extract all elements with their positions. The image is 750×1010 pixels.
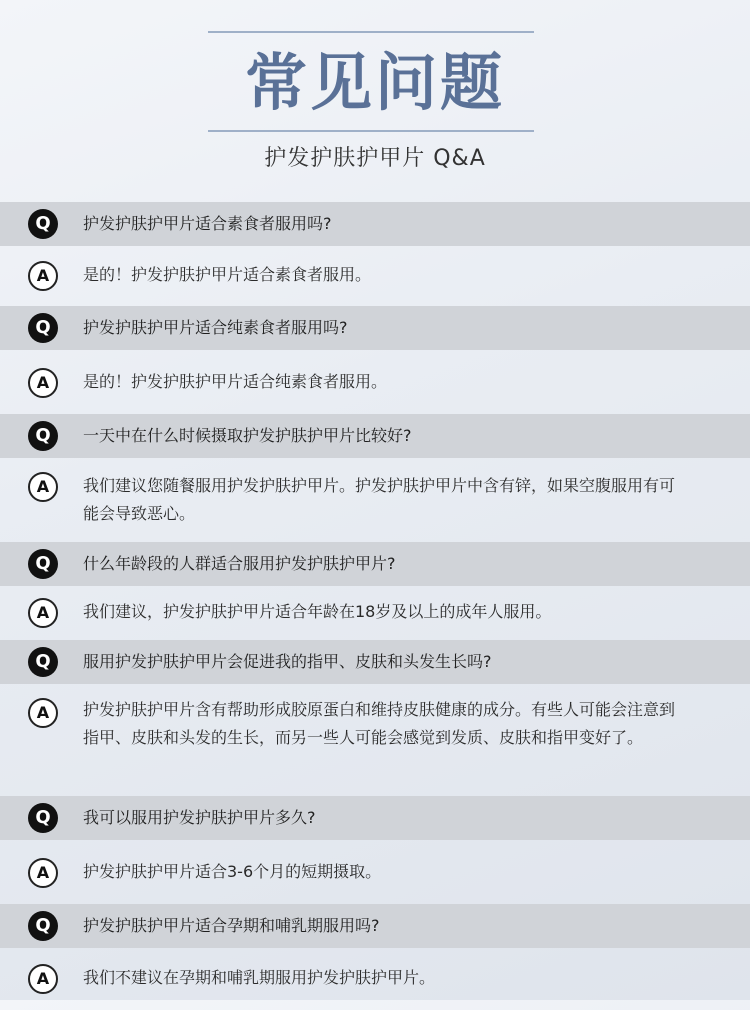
question-text: 护发护肤护甲片适合素食者服用吗? [83,214,332,233]
title-rule-bottom [208,130,534,132]
question-badge: Q [28,549,58,579]
question-badge: Q [28,313,58,343]
header [0,0,750,200]
question-row-7 [0,904,750,948]
question-badge: Q [28,421,58,451]
answer-text: 我们建议，护发护肤护甲片适合年龄在18岁及以上的成年人服用。 [83,602,552,621]
question-text: 护发护肤护甲片适合孕期和哺乳期服用吗? [83,916,380,935]
page-subtitle: 护发护肤护甲片 Q&A [264,146,486,171]
answer-text: 是的！护发护肤护甲片适合纯素食者服用。 [83,372,388,391]
faq-list [0,200,750,1010]
question-badge: Q [28,209,58,239]
answer-badge: A [28,261,58,291]
answer-text: 我们不建议在孕期和哺乳期服用护发护肤护甲片。 [83,968,436,987]
page-title: 常见问题 [244,46,505,119]
question-text: 什么年龄段的人群适合服用护发护肤护甲片? [83,554,396,573]
answer-row-3 [0,458,750,542]
answer-text: 护发护肤护甲片含有帮助形成胶原蛋白和维持皮肤健康的成分。有些人可能会注意到指甲、皮肤和头发的生长，而另一些人可能会感觉到发质、皮肤和指甲变好了。 [83,700,676,747]
answer-badge: A [28,858,58,888]
question-row-5 [0,640,750,684]
question-row-3 [0,414,750,458]
question-row-4 [0,542,750,586]
answer-row-1 [0,246,750,306]
question-row-6 [0,796,750,840]
question-row-2 [0,306,750,350]
question-text: 护发护肤护甲片适合纯素食者服用吗? [83,318,348,337]
question-text: 一天中在什么时候摄取护发护肤护甲片比较好? [83,426,412,445]
question-badge: Q [28,647,58,677]
answer-row-5 [0,684,750,796]
answer-row-7 [0,948,750,1010]
answer-text: 护发护肤护甲片适合3-6个月的短期摄取。 [83,862,382,881]
answer-text: 是的！护发护肤护甲片适合素食者服用。 [83,265,372,284]
question-row-1 [0,202,750,246]
answer-badge: A [28,368,58,398]
answer-badge: A [28,598,58,628]
answer-row-4 [0,586,750,640]
title-rule-top [208,31,534,33]
answer-row-6 [0,840,750,904]
answer-row-2 [0,350,750,414]
answer-badge: A [28,472,58,502]
question-badge: Q [28,911,58,941]
question-text: 服用护发护肤护甲片会促进我的指甲、皮肤和头发生长吗? [83,652,492,671]
question-text: 我可以服用护发护肤护甲片多久? [83,808,316,827]
answer-badge: A [28,964,58,994]
question-badge: Q [28,803,58,833]
answer-badge: A [28,698,58,728]
answer-text: 我们建议您随餐服用护发护肤护甲片。护发护肤护甲片中含有锌，如果空腹服用有可能会导致恶心。 [83,476,676,523]
